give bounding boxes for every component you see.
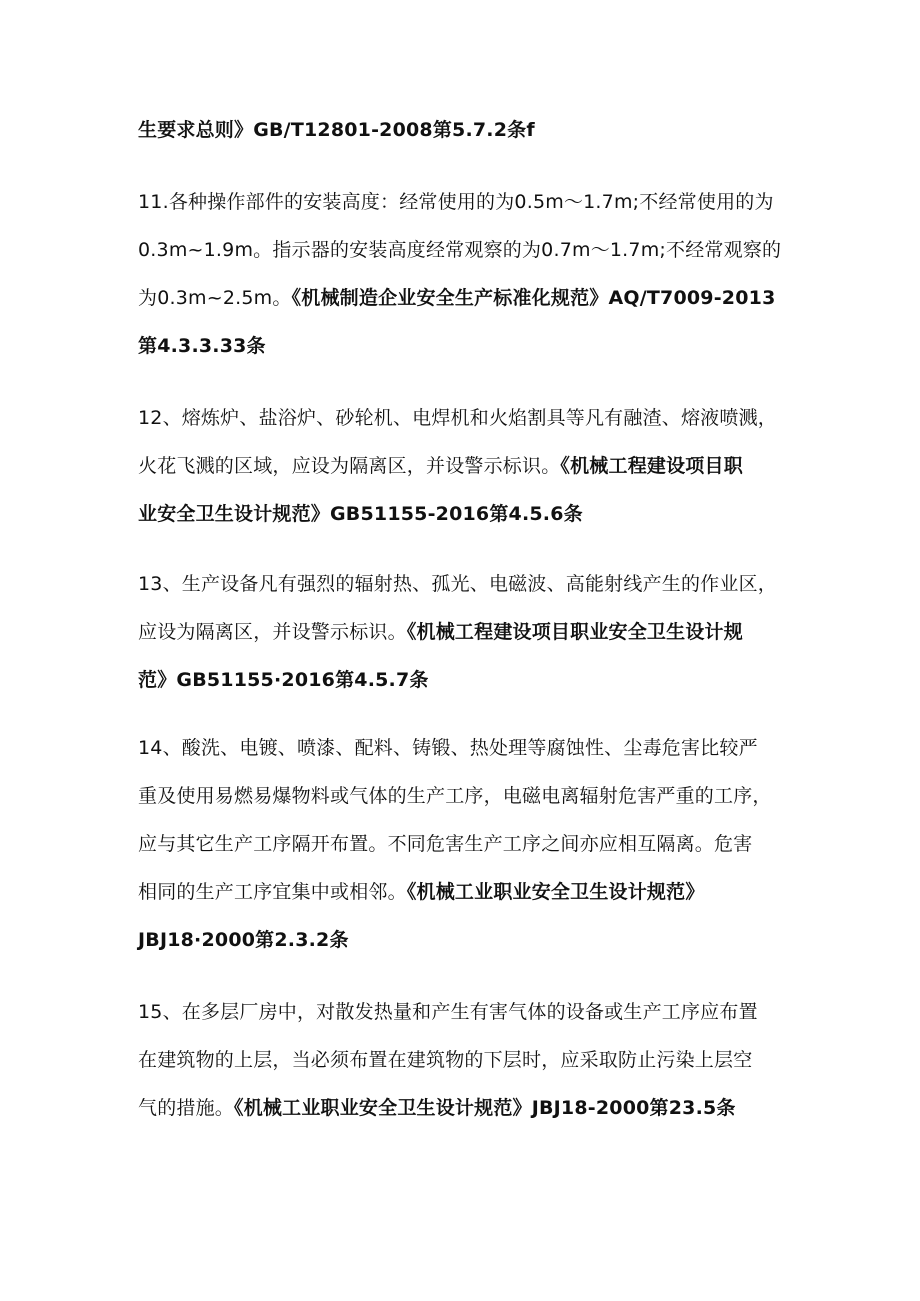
paragraph-line: [138, 442, 798, 490]
paragraph-item-12: [138, 394, 798, 538]
paragraph-item-15: [138, 988, 798, 1132]
paragraph-continuation: [138, 106, 798, 154]
paragraph-line: [138, 868, 798, 916]
reference-citation: 《机械制造企业安全生产标准化规范》AQ/T7009-2013: [291, 287, 776, 309]
body-text: 为0.3m~2.5m。: [138, 287, 292, 309]
paragraph-line: 0.3m~1.9m。指示器的安装高度经常观察的为0.7m～1.7m;不经常观察的: [138, 239, 782, 261]
reference-citation: JBJ18·2000第2.3.2条: [138, 929, 349, 951]
body-text: 火花飞溅的区域，应设为隔离区，并设警示标识。: [138, 455, 561, 477]
body-text: 相同的生产工序宜集中或相邻。: [138, 881, 407, 903]
paragraph-line: [138, 274, 798, 322]
paragraph-line: 11.各种操作部件的安装高度：经常使用的为0.5m～1.7m;不经常使用的为: [138, 191, 774, 213]
reference-citation: 范》GB51155·2016第4.5.7条: [138, 669, 429, 691]
reference-citation: 《机械工程建设项目职业安全卫生设计规: [406, 621, 743, 643]
paragraph-line: 在建筑物的上层，当必须布置在建筑物的下层时，应采取防止污染上层空: [138, 1049, 753, 1071]
reference-citation: 第4.3.3.33条: [138, 335, 266, 357]
paragraph-item-13: [138, 560, 798, 704]
reference-citation: 《机械工业职业安全卫生设计规范》JBJ18-2000第23.5条: [234, 1097, 736, 1119]
paragraph-line: [138, 608, 798, 656]
paragraph-line: [138, 1084, 798, 1132]
paragraph-line: 13、生产设备凡有强烈的辐射热、孤光、电磁波、高能射线产生的作业区，: [138, 573, 777, 595]
reference-citation: 《机械工程建设项目职: [560, 455, 743, 477]
paragraph-line: 15、在多层厂房中，对散发热量和产生有害气体的设备或生产工序应布置: [138, 1001, 758, 1023]
paragraph-item-11: [138, 178, 798, 370]
reference-citation: 生要求总则》GB/T12801-2008第5.7.2条f: [138, 119, 535, 141]
paragraph-line: 14、酸洗、电镀、喷漆、配料、铸锻、热处理等腐蚀性、尘毒危害比较严: [138, 737, 758, 759]
reference-citation: 业安全卫生设计规范》GB51155-2016第4.5.6条: [138, 503, 583, 525]
body-text: 应设为隔离区，并设警示标识。: [138, 621, 407, 643]
paragraph-line: 重及使用易燃易爆物料或气体的生产工序，电磁电离辐射危害严重的工序，: [138, 785, 772, 807]
paragraph-line: 应与其它生产工序隔开布置。不同危害生产工序之间亦应相互隔离。危害: [138, 833, 753, 855]
paragraph-line: 12、熔炼炉、盐浴炉、砂轮机、电焊机和火焰割具等凡有融渣、熔液喷溅，: [138, 407, 777, 429]
paragraph-item-14: [138, 724, 798, 964]
reference-citation: 《机械工业职业安全卫生设计规范》: [406, 881, 705, 903]
body-text: 气的措施。: [138, 1097, 235, 1119]
